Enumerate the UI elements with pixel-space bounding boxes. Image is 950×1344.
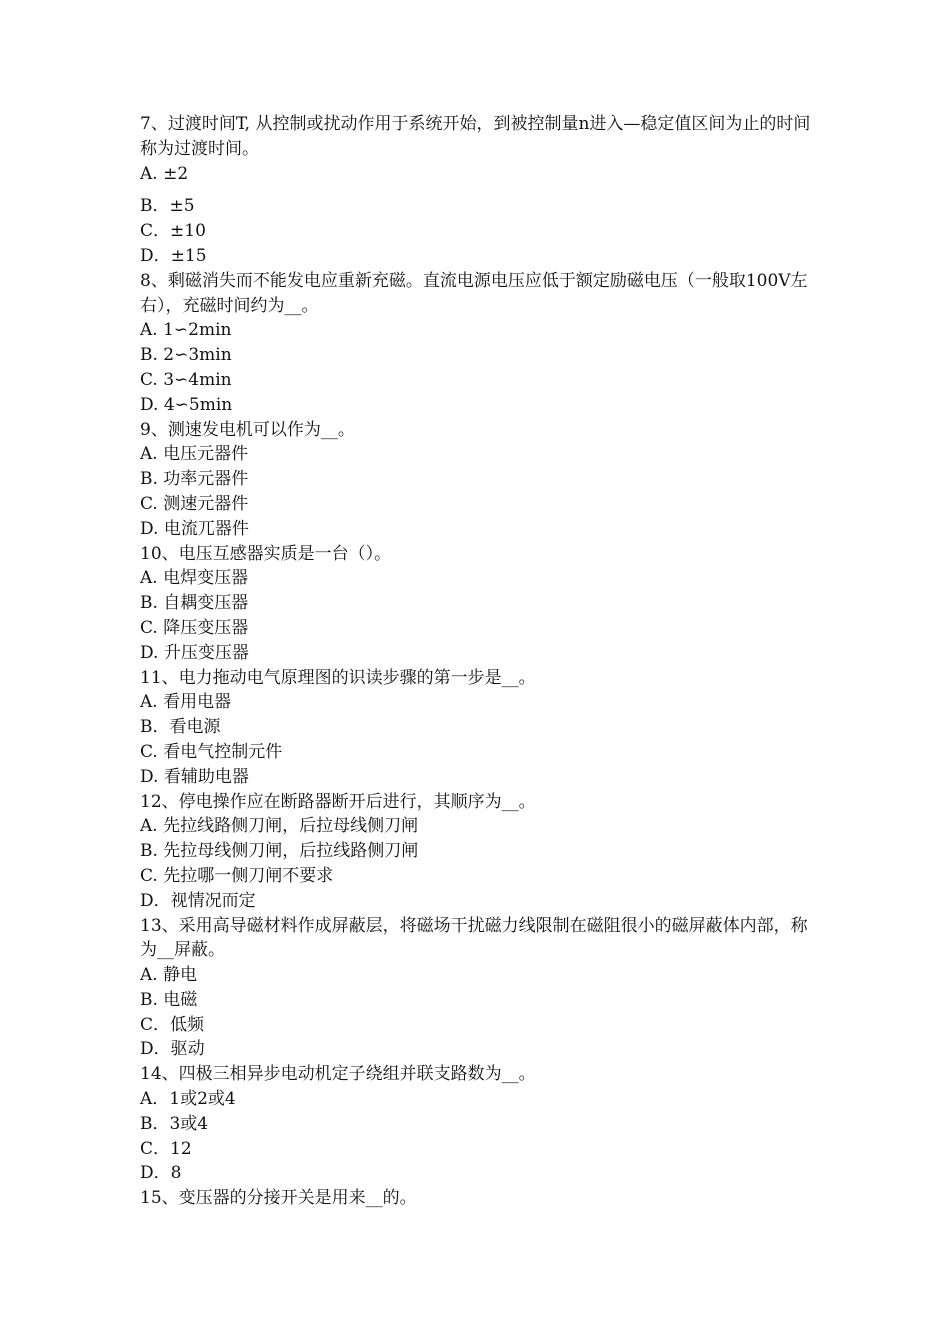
option-11-a: A. 看用电器 — [140, 692, 232, 713]
option-7-b: B．±5 — [140, 196, 195, 217]
option-9-b: B. 功率元器件 — [140, 469, 249, 490]
option-7-c: C．±10 — [140, 221, 206, 242]
option-14-c: C．12 — [140, 1138, 192, 1159]
option-13-d: D．驱动 — [140, 1039, 205, 1060]
option-10-d: D. 升压变压器 — [140, 642, 249, 663]
option-12-d: D．视情况而定 — [140, 890, 256, 911]
option-14-d: D．8 — [140, 1163, 182, 1184]
option-7-a: A. ±2 — [140, 163, 189, 184]
option-14-b: B．3或4 — [140, 1113, 209, 1134]
option-13-c: C．低频 — [140, 1014, 205, 1035]
option-12-c: C. 先拉哪一侧刀闸不要求 — [140, 865, 334, 886]
option-9-a: A. 电压元器件 — [140, 444, 249, 465]
question-15: 15、变压器的分接开关是用来__的。 — [140, 1188, 417, 1209]
option-14-a: A．1或2或4 — [140, 1089, 236, 1110]
option-9-c: C. 测速元器件 — [140, 493, 249, 514]
option-8-b: B. 2∽3min — [140, 345, 232, 366]
option-8-a: A. 1∽2min — [140, 320, 232, 341]
question-12: 12、停电操作应在断路器断开后进行，其顺序为__。 — [140, 791, 536, 812]
option-13-b: B. 电磁 — [140, 989, 198, 1010]
option-13-a: A. 静电 — [140, 965, 198, 986]
document-page — [140, 112, 820, 1211]
question-8: 8、剩磁消失而不能发电应重新充磁。直流电源电压应低于额定励磁电压（一般取100V左右），充磁时间约为__。 — [140, 270, 808, 316]
option-12-a: A. 先拉线路侧刀闸，后拉母线侧刀闸 — [140, 816, 419, 837]
option-7-d: D．±15 — [140, 245, 207, 266]
option-8-d: D. 4∽5min — [140, 394, 233, 415]
option-11-c: C. 看电气控制元件 — [140, 741, 283, 762]
question-13: 13、采用高导磁材料作成屏蔽层，将磁场干扰磁力线限制在磁阻很小的磁屏蔽体内部，称为__屏蔽。 — [140, 915, 808, 961]
question-14: 14、四极三相异步电动机定子绕组并联支路数为__。 — [140, 1064, 536, 1085]
option-9-d: D. 电流兀器件 — [140, 518, 249, 539]
option-10-b: B. 自耦变压器 — [140, 593, 249, 614]
question-11: 11、电力拖动电气原理图的识读步骤的第一步是__。 — [140, 667, 536, 688]
question-10: 10、电压互感器实质是一台（）。 — [140, 543, 392, 564]
option-11-b: B．看电源 — [140, 717, 221, 738]
option-8-c: C. 3∽4min — [140, 369, 232, 390]
question-7: 7、过渡时间T, 从控制或扰动作用于系统开始，到被控制量n进入—稳定值区间为止的时间称为过渡时间。 — [140, 114, 811, 159]
option-11-d: D. 看辅助电器 — [140, 766, 249, 787]
option-10-c: C. 降压变压器 — [140, 617, 249, 638]
option-10-a: A. 电焊变压器 — [140, 568, 249, 589]
question-9: 9、测速发电机可以作为__。 — [140, 419, 355, 440]
option-12-b: B. 先拉母线侧刀闸，后拉线路侧刀闸 — [140, 841, 419, 862]
